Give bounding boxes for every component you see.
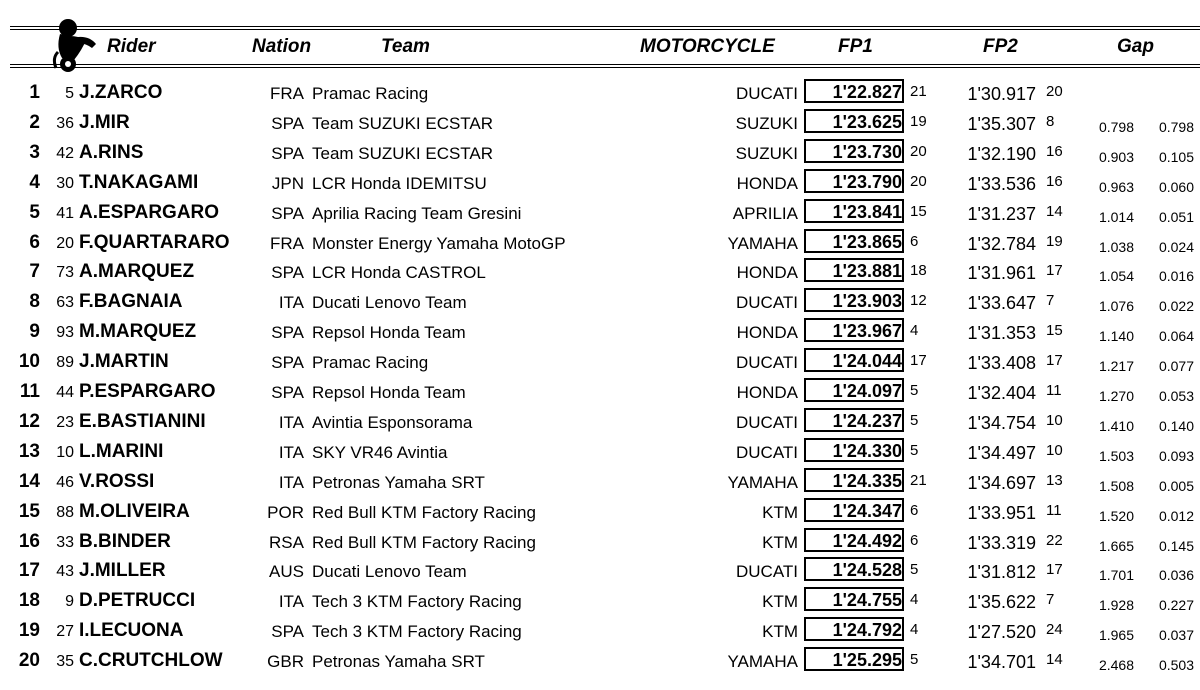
rider-number-cell: 93	[56, 324, 74, 342]
fp1-laps-cell: 6	[910, 232, 919, 250]
nation-cell: SPA	[271, 203, 304, 223]
rider-number-cell: 46	[56, 473, 74, 491]
nation-cell: POR	[267, 502, 304, 522]
gap-cell: 1.928	[1098, 597, 1134, 614]
nation-cell: ITA	[278, 442, 304, 462]
header-rider: Rider	[107, 36, 156, 57]
previous-gap-cell: 0.105	[1158, 148, 1194, 165]
rider-name-cell: M.MARQUEZ	[79, 321, 197, 343]
team-cell: Red Bull KTM Factory Racing	[312, 502, 536, 522]
fp1-laps-cell: 5	[910, 411, 919, 429]
rider-number-cell: 43	[56, 563, 74, 581]
nation-cell: SPA	[271, 353, 304, 373]
fp1-time-cell: 1'24.492	[832, 530, 902, 551]
table-row	[0, 108, 1200, 138]
team-cell: Tech 3 KTM Factory Racing	[312, 592, 522, 612]
rider-number-cell: 9	[65, 593, 74, 611]
fp1-time-cell: 1'23.865	[832, 231, 902, 252]
fp2-time-cell: 1'33.536	[967, 173, 1036, 194]
nation-cell: ITA	[278, 472, 304, 492]
position-cell: 15	[18, 500, 40, 522]
nation-cell: SPA	[271, 113, 304, 133]
fp2-time-cell: 1'31.961	[967, 263, 1036, 284]
header-rule-bottom	[10, 64, 1200, 65]
gap-cell: 1.503	[1098, 447, 1134, 464]
gap-cell: 1.217	[1098, 358, 1134, 375]
motorcycle-cell: YAMAHA	[727, 652, 798, 672]
fp1-laps-cell: 12	[910, 292, 927, 310]
fp1-time-cell: 1'25.295	[832, 650, 902, 671]
team-cell: Pramac Racing	[312, 353, 429, 373]
rider-number-cell: 35	[56, 653, 74, 671]
table-row	[0, 646, 1200, 676]
position-cell: 13	[18, 440, 40, 462]
fp2-laps-cell: 16	[1046, 172, 1063, 190]
fp2-time-cell: 1'33.951	[967, 502, 1036, 523]
team-cell: Aprilia Racing Team Gresini	[312, 203, 522, 223]
nation-cell: GBR	[267, 652, 304, 672]
motorcycle-cell: HONDA	[736, 323, 798, 343]
fp1-time-cell: 1'24.335	[832, 470, 902, 491]
position-cell: 17	[18, 560, 40, 582]
table-row	[0, 228, 1200, 258]
motorcycle-cell: YAMAHA	[727, 233, 798, 253]
table-row	[0, 78, 1200, 108]
fp1-laps-cell: 5	[910, 382, 919, 399]
motorcycle-cell: YAMAHA	[727, 472, 798, 492]
table-row	[0, 437, 1200, 467]
fp2-time-cell: 1'34.701	[967, 652, 1036, 673]
table-row	[0, 138, 1200, 168]
gap-cell: 1.054	[1098, 268, 1134, 285]
position-cell: 7	[29, 261, 40, 283]
position-cell: 16	[18, 530, 40, 552]
fp2-time-cell: 1'33.408	[967, 353, 1036, 374]
fp1-time-cell: 1'24.044	[832, 351, 902, 372]
rider-number-cell: 36	[56, 114, 74, 132]
motorcycle-cell: KTM	[762, 622, 798, 642]
nation-cell: SPA	[271, 622, 304, 642]
position-cell: 18	[18, 590, 40, 612]
fp2-laps-cell: 8	[1046, 112, 1055, 130]
fp2-time-cell: 1'32.404	[967, 383, 1036, 403]
fp1-time-cell: 1'23.625	[832, 111, 902, 132]
header-gap: Gap	[1117, 36, 1154, 57]
team-cell: SKY VR46 Avintia	[312, 442, 448, 462]
table-row	[0, 317, 1200, 347]
motorcycle-cell: DUCATI	[735, 442, 798, 462]
rider-number-cell: 10	[56, 443, 74, 461]
gap-cell: 2.468	[1098, 657, 1134, 674]
previous-gap-cell: 0.022	[1158, 298, 1194, 315]
rider-name-cell: D.PETRUCCI	[79, 590, 196, 612]
rider-name-cell: J.ZARCO	[79, 82, 163, 103]
gap-cell: 1.508	[1098, 477, 1134, 494]
table-row	[0, 616, 1200, 646]
table-row	[0, 377, 1200, 407]
rider-number-cell: 20	[56, 234, 74, 252]
motorcycle-cell: HONDA	[736, 173, 798, 193]
fp2-laps-cell: 24	[1046, 621, 1063, 639]
rider-number-cell: 41	[56, 204, 74, 222]
previous-gap-cell: 0.005	[1158, 477, 1194, 494]
previous-gap-cell: 0.064	[1158, 328, 1194, 345]
fp1-time-cell: 1'24.347	[832, 500, 902, 521]
previous-gap-cell: 0.036	[1158, 567, 1194, 584]
gap-cell: 1.665	[1098, 537, 1134, 554]
fp1-time-cell: 1'23.903	[832, 291, 902, 312]
fp2-laps-cell: 14	[1046, 202, 1063, 220]
position-cell: 5	[29, 201, 40, 223]
gap-cell: 1.410	[1098, 417, 1134, 434]
gap-cell: 1.014	[1098, 208, 1134, 225]
table-row	[0, 198, 1200, 228]
fp2-laps-cell: 15	[1046, 322, 1063, 340]
position-cell: 3	[29, 141, 40, 163]
fp2-time-cell: 1'34.497	[967, 442, 1036, 463]
fp2-time-cell: 1'33.647	[967, 293, 1036, 314]
header-nation: Nation	[252, 36, 312, 57]
team-cell: Ducati Lenovo Team	[312, 293, 467, 313]
header-rule-bottom-inner	[10, 67, 1200, 68]
previous-gap-cell: 0.060	[1158, 178, 1194, 195]
fp1-laps-cell: 4	[910, 591, 919, 609]
team-cell: LCR Honda CASTROL	[312, 263, 486, 283]
previous-gap-cell: 0.227	[1158, 597, 1194, 614]
team-cell: Team SUZUKI ECSTAR	[312, 113, 494, 133]
team-cell: Ducati Lenovo Team	[312, 562, 467, 582]
table-row	[0, 497, 1200, 527]
fp1-laps-cell: 20	[910, 172, 927, 190]
fp1-laps-cell: 5	[910, 441, 919, 459]
previous-gap-cell: 0.024	[1158, 238, 1194, 255]
fp1-laps-cell: 19	[910, 112, 927, 130]
fp2-laps-cell: 17	[1046, 561, 1063, 579]
team-cell: Repsol Honda Team	[312, 383, 466, 402]
fp1-laps-cell: 4	[910, 322, 919, 340]
previous-gap-cell: 0.503	[1158, 657, 1194, 674]
fp2-laps-cell: 11	[1046, 501, 1062, 519]
motorcycle-cell: KTM	[762, 532, 798, 552]
position-cell: 2	[29, 111, 40, 133]
fp1-time-cell: 1'23.790	[832, 171, 902, 192]
position-cell: 12	[18, 410, 40, 432]
gap-cell: 1.270	[1098, 388, 1134, 404]
fp2-laps-cell: 13	[1046, 471, 1063, 489]
fp2-time-cell: 1'31.353	[967, 323, 1036, 344]
fp1-laps-cell: 6	[910, 531, 919, 549]
gap-cell: 0.963	[1098, 178, 1134, 195]
team-cell: Tech 3 KTM Factory Racing	[312, 622, 522, 642]
fp2-time-cell: 1'32.190	[967, 143, 1036, 164]
fp2-time-cell: 1'31.812	[967, 562, 1036, 583]
motorcycle-cell: HONDA	[736, 383, 798, 402]
fp1-laps-cell: 5	[910, 561, 919, 579]
fp1-time-cell: 1'24.792	[832, 620, 902, 641]
rider-name-cell: V.ROSSI	[79, 470, 155, 492]
rider-name-cell: E.BASTIANINI	[79, 410, 206, 432]
gap-cell: 0.798	[1098, 118, 1134, 135]
rider-number-cell: 23	[56, 413, 74, 431]
fp1-laps-cell: 20	[910, 142, 927, 160]
table-row	[0, 168, 1200, 198]
position-cell: 4	[29, 171, 40, 193]
nation-cell: FRA	[270, 233, 304, 253]
motorcycle-cell: DUCATI	[735, 293, 798, 313]
fp1-time-cell: 1'22.827	[832, 82, 902, 102]
position-cell: 14	[18, 470, 40, 492]
previous-gap-cell: 0.012	[1158, 507, 1194, 524]
fp2-laps-cell: 7	[1046, 292, 1055, 310]
rider-name-cell: A.ESPARGARO	[79, 201, 220, 223]
fp1-laps-cell: 5	[910, 651, 919, 669]
previous-gap-cell: 0.016	[1158, 268, 1194, 285]
fp1-time-cell: 1'23.841	[832, 201, 902, 222]
previous-gap-cell: 0.051	[1158, 208, 1194, 225]
motorcycle-cell: DUCATI	[735, 412, 798, 432]
header-rule-top	[10, 26, 1200, 27]
previous-gap-cell: 0.037	[1158, 627, 1194, 644]
motorcycle-cell: KTM	[762, 592, 798, 612]
rider-number-cell: 30	[56, 174, 74, 192]
header-fp1: FP1	[838, 36, 873, 57]
rider-name-cell: M.OLIVEIRA	[79, 500, 190, 522]
previous-gap-cell: 0.145	[1158, 537, 1194, 554]
fp1-laps-cell: 21	[910, 471, 927, 489]
position-cell: 8	[29, 291, 40, 313]
motorcycle-cell: KTM	[762, 502, 798, 522]
fp1-time-cell: 1'23.730	[832, 141, 902, 162]
previous-gap-cell: 0.077	[1158, 358, 1194, 375]
team-cell: Avintia Esponsorama	[312, 412, 473, 432]
fp2-time-cell: 1'31.237	[967, 203, 1036, 224]
fp1-laps-cell: 18	[910, 262, 927, 280]
nation-cell: ITA	[278, 293, 304, 313]
table-row	[0, 407, 1200, 437]
gap-cell: 1.140	[1098, 328, 1134, 345]
rider-name-cell: L.MARINI	[79, 440, 164, 462]
motorcycle-cell: APRILIA	[732, 203, 798, 223]
previous-gap-cell: 0.140	[1158, 417, 1194, 434]
fp2-time-cell: 1'33.319	[967, 532, 1036, 553]
motorcycle-cell: DUCATI	[735, 353, 798, 373]
table-row	[0, 467, 1200, 497]
fp2-laps-cell: 22	[1046, 531, 1063, 549]
fp1-laps-cell: 21	[910, 83, 927, 100]
table-row	[0, 586, 1200, 616]
header-team: Team	[381, 36, 430, 57]
rider-name-cell: J.MILLER	[79, 560, 166, 582]
nation-cell: SPA	[271, 383, 304, 402]
fp2-laps-cell: 20	[1046, 83, 1063, 100]
gap-cell: 1.520	[1098, 507, 1134, 524]
rider-number-cell: 5	[65, 85, 74, 102]
team-cell: Team SUZUKI ECSTAR	[312, 143, 494, 163]
rider-name-cell: I.LECUONA	[79, 620, 184, 642]
position-cell: 6	[29, 231, 40, 253]
rider-number-cell: 89	[56, 354, 74, 372]
table-row	[0, 527, 1200, 557]
nation-cell: ITA	[278, 412, 304, 432]
fp1-laps-cell: 15	[910, 202, 927, 220]
previous-gap-cell: 0.798	[1158, 118, 1194, 135]
team-cell: Repsol Honda Team	[312, 323, 466, 343]
rider-number-cell: 27	[56, 623, 74, 641]
header-rule-top-inner	[10, 29, 1200, 30]
nation-cell: SPA	[271, 263, 304, 283]
nation-cell: FRA	[270, 84, 304, 103]
position-cell: 1	[29, 82, 40, 103]
rider-name-cell: T.NAKAGAMI	[79, 171, 199, 193]
team-cell: Monster Energy Yamaha MotoGP	[312, 233, 566, 253]
fp2-laps-cell: 10	[1046, 441, 1063, 459]
rider-number-cell: 88	[56, 503, 74, 521]
motorcycle-cell: SUZUKI	[735, 143, 798, 163]
rider-name-cell: J.MIR	[79, 111, 130, 133]
rider-name-cell: A.MARQUEZ	[79, 261, 195, 283]
gap-cell: 1.701	[1098, 567, 1134, 584]
team-cell: Petronas Yamaha SRT	[312, 652, 485, 672]
nation-cell: RSA	[269, 532, 304, 552]
fp2-time-cell: 1'30.917	[967, 84, 1036, 104]
fp1-laps-cell: 17	[910, 352, 927, 370]
gap-cell: 1.965	[1098, 627, 1134, 644]
previous-gap-cell: 0.053	[1158, 388, 1194, 404]
fp1-time-cell: 1'24.237	[832, 410, 902, 431]
fp2-time-cell: 1'32.784	[967, 233, 1036, 254]
fp2-laps-cell: 7	[1046, 591, 1055, 609]
team-cell: LCR Honda IDEMITSU	[312, 173, 487, 193]
motorcycle-cell: DUCATI	[735, 84, 798, 103]
rider-number-cell: 42	[56, 144, 74, 162]
nation-cell: AUS	[269, 562, 304, 582]
nation-cell: SPA	[271, 323, 304, 343]
header-motorcycle: MOTORCYCLE	[640, 36, 775, 57]
fp2-laps-cell: 17	[1046, 262, 1063, 280]
motorcycle-rider-icon	[48, 14, 104, 74]
fp2-laps-cell: 10	[1046, 411, 1063, 429]
fp2-time-cell: 1'35.622	[967, 592, 1036, 613]
position-cell: 9	[29, 321, 40, 343]
position-cell: 10	[18, 351, 40, 373]
fp1-time-cell: 1'24.330	[832, 440, 902, 461]
fp2-laps-cell: 14	[1046, 651, 1063, 669]
rider-number-cell: 63	[56, 294, 74, 312]
rider-name-cell: B.BINDER	[79, 530, 171, 552]
gap-cell: 0.903	[1098, 148, 1134, 165]
rider-name-cell: F.QUARTARARO	[79, 231, 230, 253]
fp2-time-cell: 1'35.307	[967, 113, 1036, 134]
header-fp2: FP2	[983, 36, 1018, 57]
previous-gap-cell: 0.093	[1158, 447, 1194, 464]
table-row	[0, 347, 1200, 377]
fp2-time-cell: 1'27.520	[967, 622, 1036, 643]
rider-number-cell: 73	[56, 264, 74, 282]
fp2-laps-cell: 16	[1046, 142, 1063, 160]
fp2-laps-cell: 17	[1046, 352, 1063, 370]
nation-cell: JPN	[271, 173, 304, 193]
fp2-time-cell: 1'34.754	[967, 412, 1036, 433]
gap-cell: 1.076	[1098, 298, 1134, 315]
table-row	[0, 556, 1200, 586]
rider-number-cell: 33	[56, 533, 74, 551]
fp1-time-cell: 1'24.528	[832, 560, 902, 581]
position-cell: 19	[18, 620, 40, 642]
fp1-laps-cell: 4	[910, 621, 919, 639]
rider-name-cell: A.RINS	[79, 141, 144, 163]
rider-name-cell: J.MARTIN	[79, 351, 169, 373]
rider-number-cell: 44	[56, 384, 74, 401]
rider-name-cell: F.BAGNAIA	[79, 291, 183, 313]
position-cell: 11	[19, 381, 40, 402]
fp2-laps-cell: 19	[1046, 232, 1063, 250]
motorcycle-cell: SUZUKI	[735, 113, 798, 133]
fp2-laps-cell: 11	[1046, 382, 1062, 399]
table-row	[0, 287, 1200, 317]
motorcycle-cell: HONDA	[736, 263, 798, 283]
rider-name-cell: P.ESPARGARO	[79, 381, 216, 402]
team-cell: Pramac Racing	[312, 84, 429, 103]
nation-cell: SPA	[271, 143, 304, 163]
fp1-time-cell: 1'23.881	[832, 261, 902, 282]
fp1-time-cell: 1'24.755	[832, 590, 902, 611]
team-cell: Red Bull KTM Factory Racing	[312, 532, 536, 552]
gap-cell: 1.038	[1098, 238, 1134, 255]
fp1-time-cell: 1'23.967	[832, 321, 902, 342]
position-cell: 20	[18, 650, 40, 672]
team-cell: Petronas Yamaha SRT	[312, 472, 485, 492]
fp1-time-cell: 1'24.097	[832, 381, 902, 401]
fp1-laps-cell: 6	[910, 501, 919, 519]
rider-name-cell: C.CRUTCHLOW	[79, 650, 223, 672]
table-row	[0, 257, 1200, 287]
motorcycle-cell: DUCATI	[735, 562, 798, 582]
fp2-time-cell: 1'34.697	[967, 472, 1036, 493]
nation-cell: ITA	[278, 592, 304, 612]
